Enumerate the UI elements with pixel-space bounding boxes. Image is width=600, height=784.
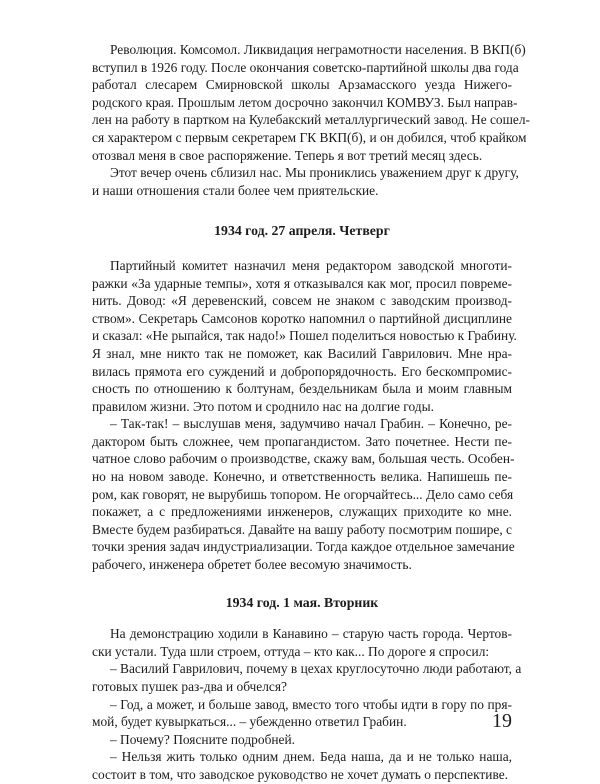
- diary-entry-heading: 1934 год. 27 апреля. Четверг: [214, 223, 390, 239]
- text-line: вилась прямота его суждений и добропорядочность. Его бескомпромис-: [92, 363, 512, 379]
- text-line: ражки «За ударные темпы», хотя я отказывался как мог, просил повреме-: [92, 275, 512, 291]
- page-number: 19: [492, 710, 512, 732]
- text-line: точки зрения задач индустриализации. Тогда каждое отдельное замечание: [92, 539, 515, 555]
- text-line: и наши отношения стали более чем приятельские.: [92, 182, 379, 198]
- text-line: Я знал, мне никто так не поможет, как Василий Гаврилович. Мне нра-: [92, 345, 512, 361]
- paragraph-perspective: [92, 748, 512, 783]
- text-line: чатное слово рабочим о производстве, скажу вам, большая честь. Особен-: [92, 451, 515, 467]
- text-line: дактором быть сложнее, чем пропагандистом. Зато почетнее. Нести пе-: [92, 433, 512, 449]
- text-line: сность по отношению к болтунам, бездельникам была и моим главным: [92, 381, 512, 397]
- text-line: Революция. Комсомол. Ликвидация неграмотности населения. В ВКП(б): [110, 42, 526, 57]
- text-line: состоит в том, что заводское руководство не хочет думать о перспективе.: [92, 766, 508, 782]
- text-line: Этот вечер очень сблизил нас. Мы прониклись уважением друг к другу,: [110, 165, 519, 181]
- text-line: – Так-так! – выслушав меня, задумчиво начал Грабин. – Конечно, ре-: [110, 416, 512, 432]
- text-line: – Почему? Поясните подробней.: [110, 731, 296, 747]
- text-line: мой, будет кувыркаться... – убежденно ответил Грабин.: [92, 714, 407, 730]
- text-line: покажет, а с предложениями инженеров, служащих приходите ко мне.: [92, 504, 512, 520]
- text-line: но на новом заводе. Конечно, и ответственность велика. Напишешь пе-: [92, 469, 512, 485]
- text-line: На демонстрацию ходили в Канавино – старую часть города. Чертов-: [110, 626, 512, 642]
- text-line: вступил в 1926 году. После окончания советско-партийной школы два года: [92, 59, 519, 75]
- text-line: – Год, а может, и больше завод, вместо того чтобы идти в гору по пря-: [110, 696, 512, 712]
- paragraph-grabin-advice: [92, 415, 515, 573]
- paragraph-question: [92, 660, 522, 695]
- text-line: родского края. Прошлым летом досрочно закончил КОМВУЗ. Был направ-: [92, 94, 518, 110]
- text-line: Партийный комитет назначил меня редактором заводской многоти-: [110, 257, 512, 273]
- paragraph-biography: [92, 41, 531, 164]
- paragraph-editor-appointment: [92, 257, 517, 415]
- text-line: правилом жизни. Это потом и сроднило нас на долгие годы.: [92, 398, 434, 414]
- paragraph-why: [92, 731, 512, 749]
- text-line: лен на работу в партком на Кулебакский металлургический завод. Не сошел-: [92, 112, 531, 128]
- page-body: [92, 41, 531, 784]
- paragraph-demonstration: [92, 625, 512, 660]
- text-line: отозвал меня в свое распоряжение. Теперь я вот третий месяц здесь.: [92, 147, 483, 163]
- paragraph-answer: [92, 696, 512, 731]
- text-line: ством». Секретарь Самсонов коротко напомнил о партийной дисциплине: [92, 310, 512, 326]
- text-line: рабочего, инженера обретет более весомую значимость.: [92, 557, 412, 573]
- text-line: Вместе будем разбираться. Давайте на вашу работу посмотрим пошире, с: [92, 521, 512, 537]
- text-line: работал слесарем Смирновской школы Арзамасского уезда Нижего-: [92, 77, 512, 93]
- text-line: – Василий Гаврилович, почему в цехах круглосуточно люди работают, а: [110, 661, 522, 677]
- text-line: и сказал: «Не рыпайся, так надо!» Пошел поделиться новостью к Грабину.: [92, 328, 517, 344]
- text-line: ски устали. Туда шли строем, оттуда – кто как... По дороге я спросил:: [92, 643, 490, 659]
- text-line: – Нельзя жить только одним днем. Беда наша, да и не только наша,: [110, 749, 512, 765]
- diary-entry-heading: 1934 год. 1 мая. Вторник: [225, 594, 379, 610]
- paragraph-evening: [92, 164, 519, 199]
- text-line: ром, как говорят, не вырубишь топором. Не огорчайтесь... Дело само себя: [92, 486, 514, 502]
- text-line: готовых пушек раз-два и обчелся?: [92, 679, 287, 694]
- text-line: нить. Довод: «Я деревенский, совсем не знаком с заводским производ-: [92, 293, 512, 309]
- text-line: ся характером с первым секретарем ГК ВКП(б), и он добился, чтоб крайком: [92, 129, 527, 145]
